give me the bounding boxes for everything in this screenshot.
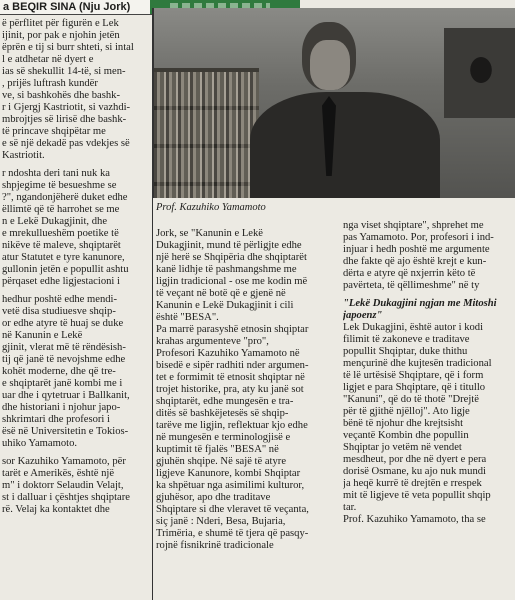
- text-line: gjuhësor, apo dhe traditave: [156, 492, 271, 503]
- text-line: një herë se Shqipëria dhe shqiptarët: [156, 252, 307, 263]
- text-line: mbrojtjes së lirisë dhe bashk-: [2, 114, 127, 125]
- text-line: ka shpëtuar nga asimilimi kulturor,: [156, 480, 305, 491]
- text-line: r ndoshta deri tani nuk ka: [2, 168, 110, 179]
- text-line: gullonin jetën e popullit ashtu: [2, 264, 129, 275]
- text-line: ditës së bashkëjetesës së shqip-: [156, 408, 289, 419]
- text-line: tarëve me ligjin, reflektuar kjo edhe: [156, 420, 308, 431]
- text-line: krahas argumenteve "pro",: [156, 336, 269, 347]
- subheading-line: japoenz": [343, 310, 383, 321]
- portrait-photo: [152, 8, 515, 198]
- text-line: Shqiptare si dhe vleravet të veçanta,: [156, 504, 309, 515]
- text-line: sor Kazuhiko Yamamoto, për: [2, 456, 126, 467]
- text-line: r i Gjergj Kastriotit, si vazhdi-: [2, 102, 131, 113]
- text-line: bisedë e sipër radhiti nder argumen-: [156, 360, 309, 371]
- text-line: përqaset edhe ligjestacioni i: [2, 276, 120, 287]
- text-line: uhiko Yamamoto.: [2, 438, 78, 449]
- text-line: uar dhe i qytetruar i Ballkanit,: [2, 390, 130, 401]
- text-line: gjuhën shqipe. Në sajë të atyre: [156, 456, 287, 467]
- text-line: pavërteta, të qëllimeshme" në ty: [343, 280, 480, 291]
- text-line: rë. Velaj ka kontaktet dhe: [2, 504, 110, 515]
- text-line: e mrekullueshëm poetike të: [2, 228, 119, 239]
- text-line: pas Yamamoto. Por, profesori i ind-: [343, 232, 494, 243]
- text-line: Shqiptar jo vetëm në vendet: [343, 442, 462, 453]
- text-line: ve, si bashkohës dhe bashk-: [2, 90, 120, 101]
- text-line: ijinit, por pak e njohin jetën: [2, 30, 120, 41]
- text-line: mençurinë dhe kujtesën tradicional: [343, 358, 492, 369]
- text-line: trojet historike, pra, aty ku janë sot: [156, 384, 304, 395]
- text-line: është "BESA".: [156, 312, 219, 323]
- text-line: rojnë fisnikrinë tradicionale: [156, 540, 274, 551]
- text-line: tarët e Amerikës, është një: [2, 468, 115, 479]
- article-column-middle: [156, 228, 336, 600]
- text-line: "Kanuni", që do të thotë "Drejtë: [343, 394, 479, 405]
- text-line: hedhur poshtë edhe mendi-: [2, 294, 118, 305]
- text-line: kuptimit të fjalës "BESA" në: [156, 444, 279, 455]
- text-line: tar.: [343, 502, 357, 513]
- text-line: të princave shqipëtar me: [2, 126, 106, 137]
- text-line: ligjin tradicional - ose me kodin më: [156, 276, 308, 287]
- text-line: l e atdhetar në dyert e: [2, 54, 94, 65]
- text-line: ?", ngandonjëherë duket edhe: [2, 192, 128, 203]
- person-face: [310, 40, 350, 90]
- text-line: n e Lekë Dukagjinit, dhe: [2, 216, 108, 227]
- books: [154, 72, 259, 198]
- article-column-right: [343, 220, 515, 600]
- text-line: për të gjithë njëlloj". Ato ligje: [343, 406, 470, 417]
- text-line: bënë të njohur dhe krejtsisht: [343, 418, 464, 429]
- text-line: siç janë : Nderi, Besa, Bujaria,: [156, 516, 286, 527]
- text-line: shpjegime të besueshme se: [2, 180, 117, 191]
- text-line: e shqiptarët janë kombi me i: [2, 378, 123, 389]
- text-line: kohët moderne, dhe që tre-: [2, 366, 116, 377]
- text-line: popullit Shqiptar, duke thithu: [343, 346, 468, 357]
- text-line: ligjet e para Shqiptare, që i titullo: [343, 382, 486, 393]
- text-line: Profesori Kazuhiko Yamamoto në: [156, 348, 300, 359]
- column-divider: [152, 198, 153, 600]
- text-line: , prijës luftrash kundër: [2, 78, 98, 89]
- text-line: gjinit, vlerat më të rëndësish-: [2, 342, 126, 353]
- flag-emblem: [444, 28, 515, 118]
- text-line: ësë në Universitetin e Tokios-: [2, 426, 129, 437]
- subheading-line: "Lekë Dukagjini ngjan me Mitoshi: [343, 298, 497, 309]
- text-line: m" i doktorr Selaudin Velajt,: [2, 480, 124, 491]
- text-line: vetë disa studiuesve shqip-: [2, 306, 116, 317]
- text-line: ëprën e tij si burr shteti, si intal: [2, 42, 134, 53]
- text-line: kanë lidhje të pashmangshme me: [156, 264, 297, 275]
- byline: a BEQIR SINA (Nju Jork): [0, 0, 153, 15]
- text-line: në mungesën e terminologjisë e: [156, 432, 291, 443]
- text-line: atur Statutet e tyre kanunore,: [2, 252, 125, 263]
- text-line: ias së shekullit 14-të, si men-: [2, 66, 126, 77]
- text-line: dhe historiani i njohur japo-: [2, 402, 121, 413]
- text-line: në Kanunin e Lekë: [2, 330, 83, 341]
- text-line: ligjeve Kanunore, kombi Shqiptar: [156, 468, 301, 479]
- text-line: Kanunin e Lekë Dukagjinit i cili: [156, 300, 294, 311]
- text-line: shkrimtari dhe profesori i: [2, 414, 110, 425]
- text-line: ja heqë kurrë të drejtën e rrespek: [343, 478, 482, 489]
- text-line: or edhe atyre të huaj se duke: [2, 318, 124, 329]
- text-line: Prof. Kazuhiko Yamamoto, tha se: [343, 514, 486, 525]
- text-line: nga viset shqiptare", shprehet me: [343, 220, 484, 231]
- text-line: st i dalluar i çështjes shqiptare: [2, 492, 130, 503]
- photo-caption: Prof. Kazuhiko Yamamoto: [156, 202, 266, 213]
- text-line: filimit të zakoneve e traditave: [343, 334, 470, 345]
- text-line: Pa marrë parasyshë etnosin shqiptar: [156, 324, 309, 335]
- text-line: dërta e atyre që nxjerrin këto të: [343, 268, 476, 279]
- text-line: dorisë Osmane, ku ajo nuk mundi: [343, 466, 486, 477]
- text-line: veçantë Kombin dhe popullin: [343, 430, 469, 441]
- text-line: tij që janë të nevojshme edhe: [2, 354, 126, 365]
- text-line: Trimëria, e shumë të tjera që pasqy-: [156, 528, 309, 539]
- person-body: [250, 92, 440, 198]
- text-line: të veçant në botë që e gjenë në: [156, 288, 286, 299]
- text-line: shqiptarët, edhe mungesën e tra-: [156, 396, 294, 407]
- text-line: e së një dekadë pas vdekjes së: [2, 138, 130, 149]
- text-line: Jork, se "Kanunin e Lekë: [156, 228, 263, 239]
- text-line: nikëve të maleve, shqiptarët: [2, 240, 121, 251]
- article-column-left: [2, 18, 150, 600]
- text-line: Dukagjinit, mund të përligjte edhe: [156, 240, 302, 251]
- text-line: dhe fakte që ajo është krejt e kun-: [343, 256, 487, 267]
- text-line: mit të ligjeve të veta popullit shqip: [343, 490, 491, 501]
- text-line: Kastriotit.: [2, 150, 45, 161]
- text-line: ë përflitet për figurën e Lek: [2, 18, 119, 29]
- text-line: injuar i hedh poshtë me argumente: [343, 244, 490, 255]
- text-line: ëllimtë që të harrohet se me: [2, 204, 120, 215]
- text-line: tet e formimit të etnosit shqiptar në: [156, 372, 305, 383]
- text-line: Lek Dukagjini, është autor i kodi: [343, 322, 484, 333]
- text-line: të lë urtësisë Shqiptare, që i form: [343, 370, 484, 381]
- text-line: mesdheut, por dhe në dyert e pera: [343, 454, 487, 465]
